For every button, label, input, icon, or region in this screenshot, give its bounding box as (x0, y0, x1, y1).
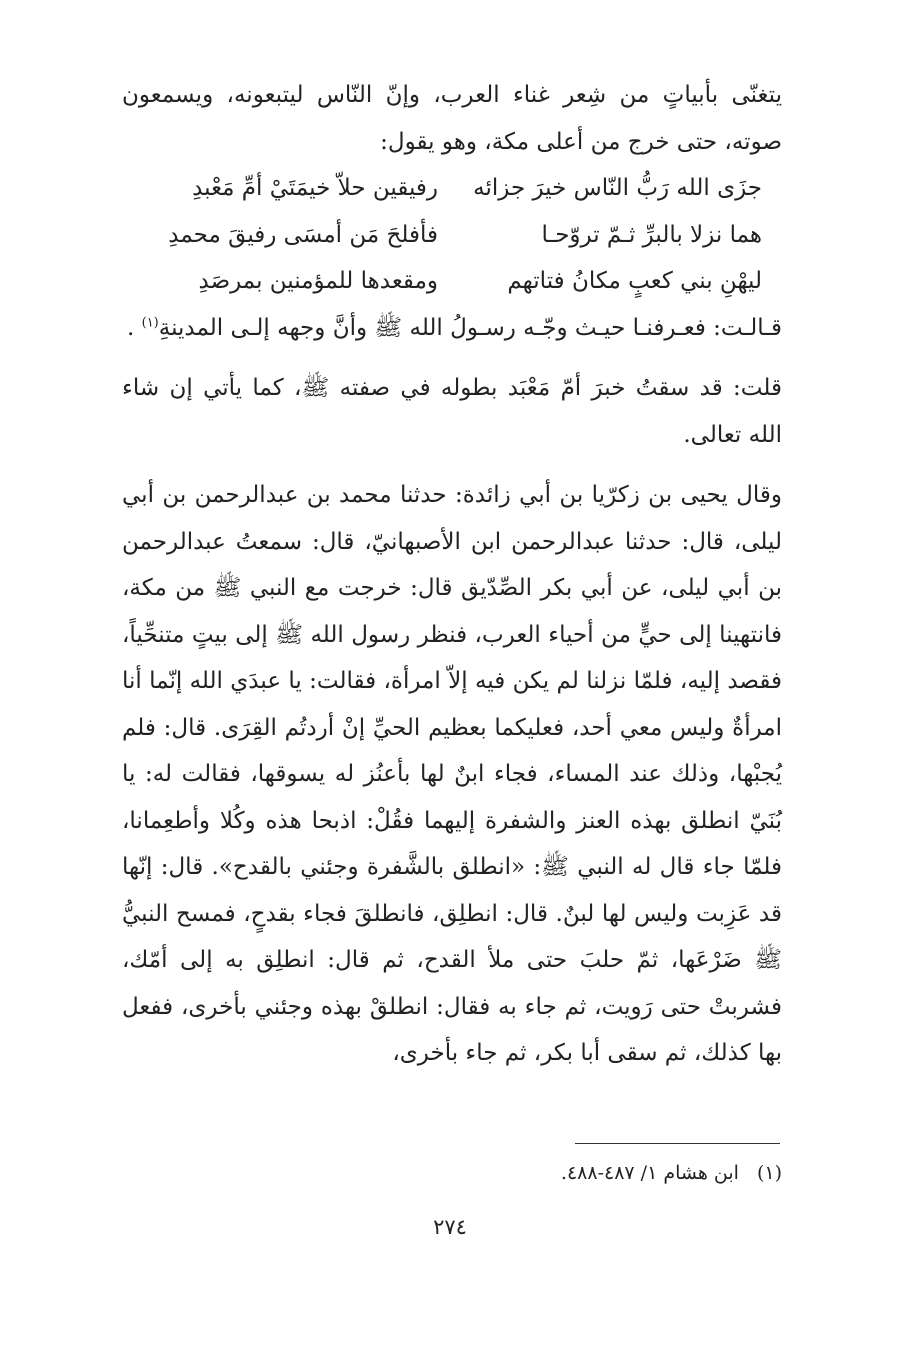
footnote-divider (575, 1143, 780, 1144)
verse-second-hemistich: فأفلحَ مَن أمسَى رفيقَ محمدِ (168, 221, 438, 248)
poem-verse (126, 165, 762, 212)
verse-second-hemistich: ومقعدها للمؤمنين بمرصَدِ (198, 268, 438, 294)
footnote-reference[interactable]: (١) (141, 314, 159, 330)
poem-verse (126, 212, 762, 259)
after-poem-paragraph (122, 305, 782, 352)
footnote (122, 1158, 782, 1188)
intro-paragraph: يتغنّى بأبياتٍ من شِعر غناء العرب، وإنّ النّاس ليتبعونه، ويسمعون صوته، حتى خرج من أعلى مكة، وهو يقول: (122, 82, 782, 155)
verse-first-hemistich: جزَى الله رَبُّ النّاس خيرَ جزائه (473, 175, 762, 201)
after-poem-text: قـالـت: فعـرفنـا حيـث وجّـه رسـولُ الله ﷺ وأنَّ وجهه إلـى المدينةِ (158, 314, 782, 341)
page-body (122, 72, 782, 1077)
verse-first-hemistich: ليهْنِ بني كعبٍ مكانُ فتاتهم (507, 268, 762, 294)
poem (122, 165, 782, 305)
hadith-paragraph: وقال يحيى بن زكرّيا بن أبي زائدة: حدثنا محمد بن عبدالرحمن بن أبي ليلى، قال: حدثنا عبدالرحمن ابن الأصبهانيّ، قال: سمعتُ عبدالرحمن بن أبي ليلى، عن أبي بكر الصِّدّيق قال: خرجت مع النبي ﷺ من مكة، فانتهينا إلى حيٍّ من أحياء العرب، فنظر رسول الله ﷺ إلى بيتٍ متنحِّياً، فقصد إليه، فلمّا نزلنا لم يكن فيه إلاّ امرأة، فقالت: يا عبدَي الله إنّما أنا امرأةٌ وليس معي أحد، فعليكما بعظيم الحيِّ إنْ أردتُم القِرَى. قال: فلم يُجبْها، وذلك عند المساء، فجاء ابنٌ لها بأعنُز له يسوقها، فقالت له: يا بُنَيّ انطلق بهذه العنز والشفرة إليهما فقُلْ: اذبحا هذه وكُلا وأطعِمانا، فلمّا جاء قال له النبي ﷺ: «انطلق بالشَّفرة وجئني بالقدح». قال: إنّها قد عَزِبت وليس لها لبنٌ. قال: انطلِق، فانطلقَ فجاء بقدحٍ، فمسح النبيُّ ﷺ ضَرْعَها، ثمّ حلبَ حتى ملأ القدح، ثم قال: انطلِق به إلى أمّك، فشربتْ حتى رَويت، ثم جاء به فقال: انطلقْ بهذه وجئني بأخرى، ففعل بها كذلك، ثم سقى أبا بكر، ثم جاء بأخرى، (122, 482, 782, 1066)
footnote-marker: (١) (756, 1162, 782, 1184)
footnote-text: ابن هشام ١/ ٤٨٧-٤٨٨. (560, 1162, 739, 1184)
poem-verse (126, 258, 762, 305)
page-number: ٢٧٤ (433, 1215, 467, 1239)
verse-second-hemistich: رفيقين حلاّ خيمَتَيْ أمِّ مَعْبدِ (192, 175, 438, 201)
verse-first-hemistich: هما نزلا بالبرِّ ثـمّ تروّحـا (541, 221, 762, 248)
after-poem-end: . (126, 314, 135, 341)
note-paragraph: قلت: قد سقتُ خبرَ أمّ مَعْبَد بطوله في صفته ﷺ، كما يأتي إن شاء الله تعالى. (122, 375, 782, 448)
